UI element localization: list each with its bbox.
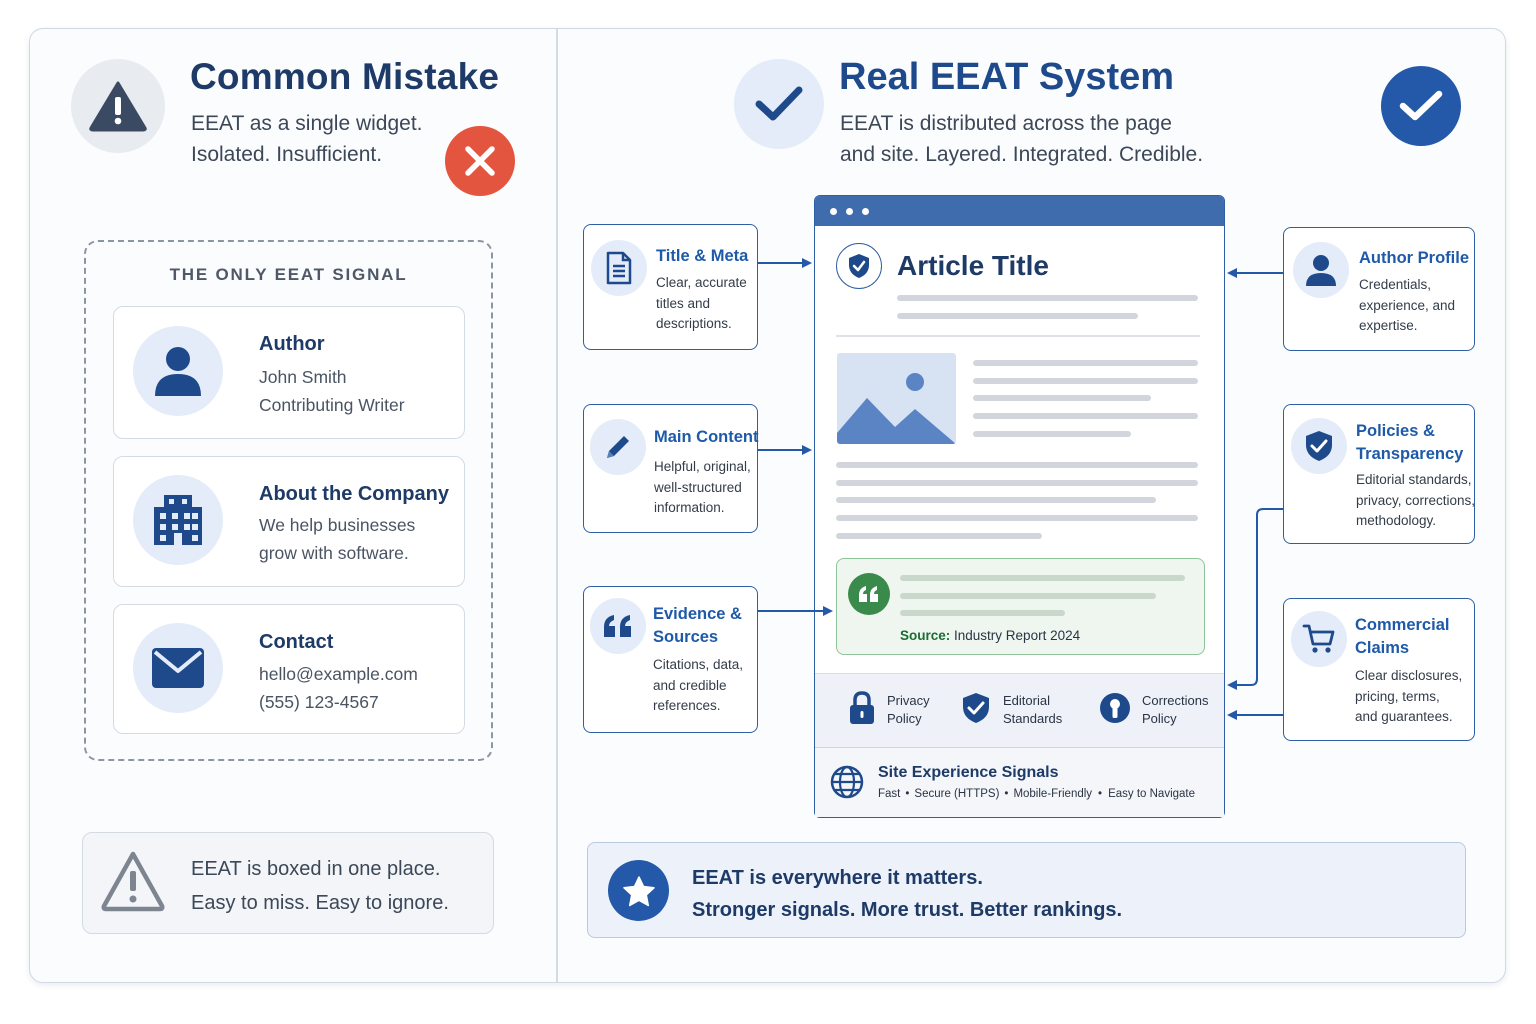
corrections-policy-link[interactable]: Corrections Policy [1142,693,1209,726]
star-icon [622,875,656,907]
source-citation-text: Source: Industry Report 2024 [900,628,1081,643]
evidence-sources-title: Evidence & Sources [653,605,742,646]
arrow-policies [1229,509,1283,685]
contact-card-title: Contact [259,631,334,653]
summary-banner-text: EEAT is everywhere it matters. Stronger signals. More trust. Better rankings. [692,867,1123,921]
privacy-policy-link[interactable]: Privacy Policy [887,693,930,726]
left-panel-title: Common Mistake [190,56,500,97]
commercial-claims-text: Clear disclosures, pricing, terms, and guarantees. [1355,668,1463,724]
title-meta-title: Title & Meta [656,247,749,265]
policies-transparency-text: Editorial standards, privacy, corrections, methodology. [1356,472,1476,528]
star-badge [608,860,669,921]
title-meta-text: Clear, accurate titles and descriptions. [656,275,747,331]
main-content-text: Helpful, original, well-structured information. [654,459,751,515]
contact-email: hello@example.com [259,664,418,684]
author-card-title: Author [259,333,325,355]
main-content-title: Main Content [654,428,759,446]
right-panel-title: Real EEAT System [839,56,1175,98]
author-card-text: John Smith Contributing Writer [259,367,405,415]
company-card-title: About the Company [259,483,449,505]
evidence-sources-text: Citations, data, and credible references. [653,657,744,713]
contact-phone: (555) 123-4567 [259,692,379,712]
warning-note-text: EEAT is boxed in one place. Easy to miss. Easy to ignore. [191,858,449,914]
left-panel-subtitle: EEAT as a single widget. Isolated. Insufficient. [191,112,423,166]
author-profile-text: Credentials, experience, and expertise. [1359,277,1456,333]
author-profile-title: Author Profile [1359,249,1469,267]
commercial-claims-title: Commercial Claims [1355,616,1450,657]
right-panel-subtitle: EEAT is distributed across the page and site. Layered. Integrated. Credible. [840,112,1204,166]
policies-transparency-title: Policies & Transparency [1356,422,1464,463]
editorial-standards-link[interactable]: Editorial Standards [1003,693,1063,726]
only-signal-label: THE ONLY EEAT SIGNAL [169,265,408,284]
company-card-text: We help businesses grow with software. [259,515,416,563]
site-experience-title: Site Experience Signals [878,764,1059,781]
article-title: Article Title [897,250,1049,281]
site-experience-items: Fast • Secure (HTTPS) • Mobile-Friendly • Easy to Navigate [878,788,1196,800]
